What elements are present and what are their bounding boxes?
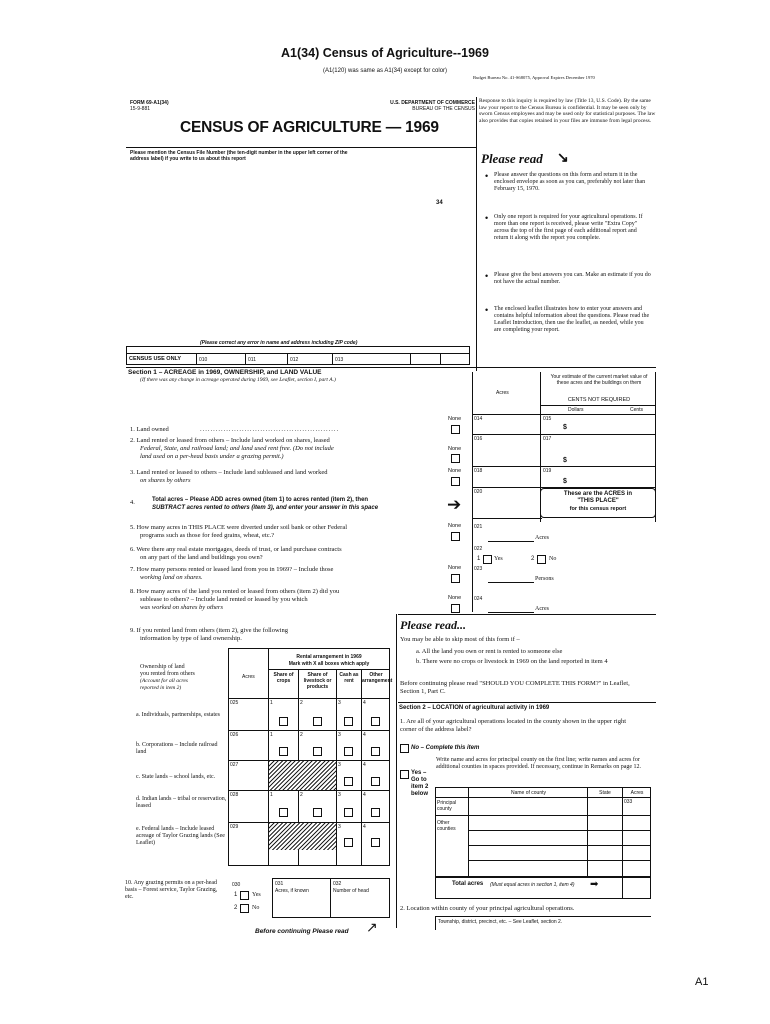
- q9-row-b-label: b. Corporations – Include railroad land: [136, 742, 218, 755]
- ownership-head-1: Ownership of land: [140, 664, 185, 670]
- code-031: 031: [275, 881, 284, 887]
- mark-34: 34: [436, 200, 443, 206]
- code-013: 013: [335, 357, 344, 363]
- form-code: 15-9-881: [130, 106, 151, 112]
- num: 2: [300, 732, 303, 738]
- col-acres: Acres: [630, 790, 644, 796]
- arrow-icon: ↗: [366, 919, 378, 935]
- q8-none-checkbox[interactable]: [451, 604, 460, 613]
- budget-note: Budget Bureau No. 41-S68075, Approval Expires December 1970: [473, 75, 595, 80]
- q9a-other-checkbox[interactable]: [371, 717, 380, 726]
- q8-line3: was worked on shares by others: [140, 604, 223, 611]
- q4-arrow-icon: ➔: [447, 495, 462, 514]
- cents-required: CENTS NOT REQUIRED: [567, 397, 631, 403]
- q1-none-checkbox[interactable]: [451, 425, 460, 434]
- q10-no-num: 2: [234, 905, 238, 911]
- q6-no-num: 2: [531, 556, 535, 562]
- ownership-head-2: you rented from others: [140, 671, 195, 677]
- please-read-arrow-icon: ↘: [557, 149, 569, 165]
- num: 4: [363, 700, 366, 706]
- please-read-2-title: Please read...: [400, 618, 466, 632]
- q4-line1: Total acres – Please ADD acres owned (item 1) to acres rented (item 2), then: [152, 497, 369, 503]
- q9-row-d-label: d. Indian lands – tribal or reservation, leased: [136, 796, 227, 809]
- q9-row-e-label: e. Federal lands – Include leased acreage of Taylor Grazing lands (See Leaflet): [136, 826, 225, 846]
- total-acres-note: (Must equal acres in section 1, item 4): [490, 882, 575, 888]
- num: 1: [270, 732, 273, 738]
- q9-acres-head: Acres: [242, 674, 255, 680]
- dept-name: U.S. DEPARTMENT OF COMMERCE: [390, 100, 475, 106]
- q5-none-checkbox[interactable]: [451, 532, 460, 541]
- q9b-cash-checkbox[interactable]: [344, 747, 353, 756]
- q9d-share-livestock-checkbox[interactable]: [313, 808, 322, 817]
- for-report: for this census report: [569, 506, 627, 512]
- code-019: 019: [543, 468, 552, 474]
- code-026: 026: [230, 732, 239, 738]
- code-017: 017: [543, 436, 552, 442]
- sec2-yes-checkbox[interactable]: [400, 770, 409, 779]
- code-014: 014: [474, 416, 483, 422]
- sec2-no-checkbox[interactable]: [400, 744, 409, 753]
- code-025: 025: [230, 700, 239, 706]
- q9d-share-crops-checkbox[interactable]: [279, 808, 288, 817]
- code-032: 032: [333, 881, 342, 887]
- q8-line2: sublease to others? – Include land rented or leased by you which: [140, 596, 308, 603]
- section1-sub: (If there was any change in acreage operated during 1969, see Leaflet, section I, part A.): [140, 377, 336, 383]
- num: 2: [300, 700, 303, 706]
- sec2-no-label: No – Complete this item: [411, 745, 480, 751]
- dollar-sign-2: $: [563, 457, 567, 464]
- q10-yes-num: 1: [234, 892, 238, 898]
- code-012: 012: [290, 357, 299, 363]
- q9b-other-checkbox[interactable]: [371, 747, 380, 756]
- code-023: 023: [474, 566, 483, 572]
- these-are-acres: These are the ACRES in: [563, 491, 633, 497]
- read-bullet-2: Only one report is required for your agricultural operations. If more than one report is received, please write "Extra Copy" across the top of the first page of each additional report and return it along with the report you complete.: [494, 214, 643, 241]
- total-acres-label: Total acres: [452, 881, 484, 887]
- q10-no-label: No: [252, 905, 260, 911]
- num: 3: [338, 762, 341, 768]
- q2-line3: land used on a per-head basis under a grazing permit.): [140, 453, 284, 460]
- section2-q2: 2. Location within county of your principal agricultural operations.: [400, 905, 575, 912]
- page-label: A1: [695, 976, 709, 988]
- q10-label: 10. Any grazing permits on a per-head basis – Forest service, Taylor Grazing, etc.: [125, 880, 218, 900]
- code-015: 015: [543, 416, 552, 422]
- dollars-head: Dollars: [568, 407, 584, 413]
- q9e-cash-checkbox[interactable]: [344, 838, 353, 847]
- share-livestock-head: Share of livestock or products: [303, 672, 332, 690]
- q7-line1: 7. How many persons rented or leased land from you in 1969? – Include those: [130, 566, 334, 573]
- q8-line1: 8. How many acres of the land you rented or leased from others (item 2) did you: [130, 588, 340, 595]
- cents-head: Cents: [630, 407, 644, 413]
- code-024: 024: [474, 596, 483, 602]
- q7-line2: working land on shares.: [140, 574, 203, 581]
- file-number-note: Please mention the Census File Number (the ten-digit number in the upper left corner of the address label) if you write to us about this report: [130, 150, 348, 162]
- before-read: Before continuing please read "SHOULD YOU COMPLETE THIS FORM?" in Leaflet, Section 1, Part C.: [400, 680, 630, 695]
- code-033: 033: [624, 799, 633, 805]
- q3-line2: on shares by others: [140, 477, 191, 484]
- q2-line2: Federal, State, and railroad land; and land used rent free. (Do not include: [140, 445, 334, 452]
- q3-none-checkbox[interactable]: [451, 477, 460, 486]
- q9-row-a-label: a. Individuals, partnerships, estates: [136, 712, 220, 718]
- code-010: 010: [199, 357, 208, 363]
- section2-title: Section 2 – LOCATION of agricultural activity in 1969: [399, 705, 550, 711]
- q9-title: 9. If you rented land from others (item 2), give the following: [130, 627, 288, 634]
- arrow-icon: ➡: [590, 879, 599, 890]
- q9d-other-checkbox[interactable]: [371, 808, 380, 817]
- number-head-head: Number of head: [333, 888, 369, 894]
- dollar-sign-1: $: [563, 424, 567, 431]
- num: 3: [338, 824, 341, 830]
- bureau-name: BUREAU OF THE CENSUS: [412, 106, 475, 112]
- code-020: 020: [474, 489, 483, 495]
- q9c-cash-checkbox[interactable]: [344, 777, 353, 786]
- value-head: Your estimate of the current market value of these acres and the buildings on them: [550, 374, 648, 386]
- dollar-sign-3: $: [563, 478, 567, 485]
- acres-head: Acres: [496, 390, 509, 396]
- page-title: A1(34) Census of Agriculture--1969: [281, 46, 489, 60]
- code-011: 011: [248, 357, 256, 363]
- hatched-area: [269, 761, 336, 790]
- q3-line1: 3. Land rented or leased to others – Include land subleased and land worked: [130, 469, 328, 476]
- census-use-label: CENSUS USE ONLY: [129, 356, 182, 362]
- num: 1: [270, 700, 273, 706]
- num: 4: [363, 732, 366, 738]
- code-016: 016: [474, 436, 483, 442]
- none-label-q7: None: [448, 565, 462, 571]
- q7-none-checkbox[interactable]: [451, 574, 460, 583]
- ownership-head-4: reported in item 2): [140, 685, 182, 691]
- principal-county: Principal county: [437, 800, 457, 812]
- this-place: "THIS PLACE": [577, 498, 619, 504]
- section2-q1: 1. Are all of your agricultural operations located in the county shown in the upper right corner of the address label?: [400, 718, 626, 733]
- section1-title: Section 1 – ACREAGE in 1969, OWNERSHIP, and LAND VALUE: [128, 369, 322, 376]
- read-bullet-1: Please answer the questions on this form and return it in the enclosed envelope as soon as you can, preferably not later than February 15, 1970.: [494, 172, 646, 192]
- num: 2: [300, 792, 303, 798]
- q5-acres-unit: Acres: [535, 535, 549, 541]
- q5-line1: 5. How many acres in THIS PLACE were diverted under soil bank or other Federal: [130, 524, 348, 531]
- form-title: CENSUS OF AGRICULTURE — 1969: [180, 119, 439, 136]
- q6-no-checkbox[interactable]: [537, 555, 546, 564]
- q10-no-checkbox[interactable]: [240, 904, 249, 913]
- q9d-cash-checkbox[interactable]: [344, 808, 353, 817]
- q6-line1: 6. Were there any real estate mortgages, deeds of trust, or land purchase contracts: [130, 546, 342, 553]
- num: 3: [338, 792, 341, 798]
- skip-intro: You may be able to skip most of this form if –: [400, 636, 520, 643]
- q10-table: [272, 878, 390, 918]
- skip-a: a. All the land you own or rent is rented to someone else: [416, 648, 563, 655]
- q9-title2: information by type of land ownership.: [140, 635, 242, 642]
- mark-head: Mark with X all boxes which apply: [288, 661, 370, 667]
- q8-acres-unit: Acres: [535, 606, 549, 612]
- code-022: 022: [474, 546, 483, 552]
- read-bullet-3: Please give the best answers you can. Make an estimate if you do not have the actual number.: [494, 272, 651, 285]
- page-subtitle: (A1(120) was same as A1(34) except for color): [322, 68, 448, 74]
- q7-persons-unit: Persons: [535, 576, 554, 582]
- skip-b: b. There were no crops or livestock in 1969 on the land reported in item 4: [416, 658, 608, 665]
- q6-yes-num: 1: [477, 556, 481, 562]
- share-crops-head: Share of crops: [273, 672, 294, 684]
- before-continuing: Before continuing Please read: [255, 928, 349, 935]
- q1-label: 1. Land owned: [130, 426, 169, 433]
- none-label-q3: None: [448, 468, 462, 474]
- none-label-q1: None: [448, 416, 462, 422]
- code-021: 021: [474, 524, 483, 530]
- q9e-other-checkbox[interactable]: [371, 838, 380, 847]
- section2-q2-note: Township, district, precinct, etc. – See Leaflet, section 2.: [438, 919, 563, 925]
- code-030: 030: [232, 882, 241, 888]
- rental-head: Rental arrangement in 1969: [296, 654, 362, 660]
- code-028: 028: [230, 792, 239, 798]
- q2-none-checkbox[interactable]: [451, 454, 460, 463]
- q4-line2: SUBTRACT acres rented to others (item 3), and enter your answer in this space: [152, 505, 379, 511]
- q10-yes-label: Yes: [252, 892, 261, 898]
- num: 4: [363, 762, 366, 768]
- num: 4: [363, 824, 366, 830]
- q9-row-c-label: c. State lands – school lands, etc.: [136, 774, 216, 780]
- q4-number: 4.: [130, 499, 135, 506]
- hatched-area: [269, 823, 336, 850]
- q9a-cash-checkbox[interactable]: [344, 717, 353, 726]
- code-027: 027: [230, 762, 239, 768]
- read-bullet-4: The enclosed leaflet illustrates how to enter your answers and contains helpful information about the questions. Please read the Leaflet Introduction, then use the leaflet, as needed, while you are completing your report.: [494, 306, 650, 333]
- other-head: Other arrangement: [362, 672, 393, 684]
- ownership-head-3: (Account for all acres: [140, 678, 188, 684]
- none-label-q8: None: [448, 595, 462, 601]
- cash-head: Cash as rent: [339, 672, 359, 684]
- q6-line2: on any part of the land and buildings you own?: [140, 554, 263, 561]
- q6-yes-checkbox[interactable]: [483, 555, 492, 564]
- col-state: State: [599, 790, 611, 796]
- code-018: 018: [474, 468, 483, 474]
- code-029: 029: [230, 824, 239, 830]
- num: 3: [338, 732, 341, 738]
- q9c-other-checkbox[interactable]: [371, 777, 380, 786]
- other-counties: Other counties: [437, 820, 456, 832]
- please-read-title: Please read: [481, 151, 543, 166]
- none-label-q2: None: [448, 446, 462, 452]
- q9a-share-crops-checkbox[interactable]: [279, 717, 288, 726]
- none-label-q5: None: [448, 523, 462, 529]
- q9a-share-livestock-checkbox[interactable]: [313, 717, 322, 726]
- num: 3: [338, 700, 341, 706]
- form-number: FORM 69-A1(34): [130, 100, 169, 106]
- col-county: Name of county: [510, 790, 547, 796]
- num: 4: [363, 792, 366, 798]
- correct-address-note: (Please correct any error in name and address including ZIP code): [200, 340, 358, 346]
- q6-no-label: No: [549, 556, 557, 562]
- acres-known-head: Acres, if known: [275, 888, 309, 894]
- q10-yes-checkbox[interactable]: [240, 891, 249, 900]
- q9b-share-crops-checkbox[interactable]: [279, 747, 288, 756]
- q6-yes-label: Yes: [494, 556, 503, 562]
- legal-notice: Response to this inquiry is required by law (Title 13, U.S. Code). By the same law your report to the Census Bureau is confidential. It may be seen only by sworn Census employees and may be used only for statistical purposes. The law also provides that copies retained in your files are immune from legal process.: [479, 98, 656, 124]
- sec2-no-text: Write name and acres for principal county on the first line; write names and acres for additional counties in spaces provided. If necessary, continue in Remarks on page 12.: [436, 757, 642, 770]
- q2-line1: 2. Land rented or leased from others – Include land worked on shares, leased: [130, 437, 330, 444]
- num: 1: [270, 792, 273, 798]
- q5-line2: programs such as those for feed grains, wheat, etc.?: [140, 532, 275, 539]
- q9b-share-livestock-checkbox[interactable]: [313, 747, 322, 756]
- sec2-yes-label: Yes – Go to item 2 below: [411, 770, 429, 797]
